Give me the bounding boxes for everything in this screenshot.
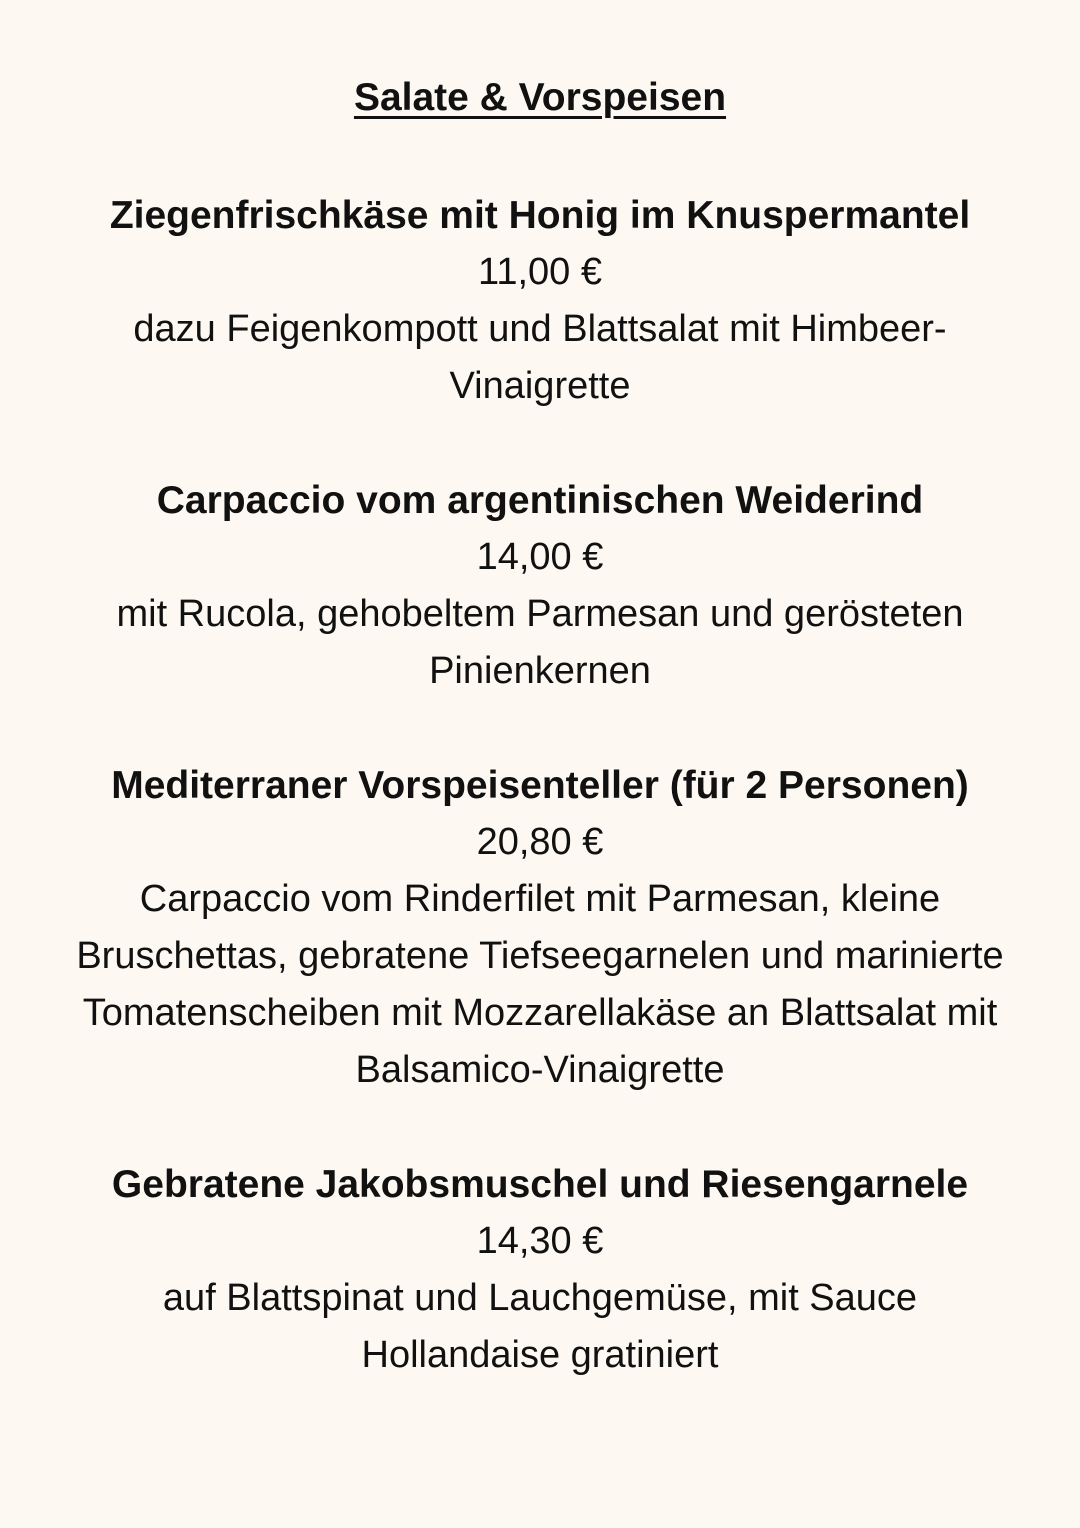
dish-description: Carpaccio vom Rinderfilet mit Parmesan, kleine Bruschettas, gebratene Tiefseegarnelen und marinierte Tomatenscheiben mit Mozzarellakäse an Blattsalat mit Balsamico-Vinaigrette [76,878,1004,1091]
dish-description: mit Rucola, gehobeltem Parmesan und gerösteten Pinienkernen [116,593,964,692]
dish-description: auf Blattspinat und Lauchgemüse, mit Sauce Hollandaise gratiniert [162,1277,918,1376]
menu-item [40,1156,1040,1384]
dish-name: Ziegenfrischkäse mit Honig im Knuspermantel [109,194,971,237]
dish-name: Carpaccio vom argentinischen Weiderind [156,479,924,522]
dish-price: 11,00 € [478,251,602,293]
section-title: Salate & Vorspeisen [353,76,727,119]
menu-item [40,187,1040,415]
menu-item [40,757,1040,1099]
dish-price: 14,00 € [476,536,604,578]
dish-name: Mediterraner Vorspeisenteller (für 2 Personen) [111,764,969,807]
menu-item [40,472,1040,700]
dish-price: 20,80 € [476,821,604,863]
dish-name: Gebratene Jakobsmuschel und Riesengarnele [111,1163,969,1206]
dish-description: dazu Feigenkompott und Blattsalat mit Himbeer-Vinaigrette [133,308,947,407]
menu-list [0,187,1080,1384]
dish-price: 14,30 € [476,1220,604,1262]
